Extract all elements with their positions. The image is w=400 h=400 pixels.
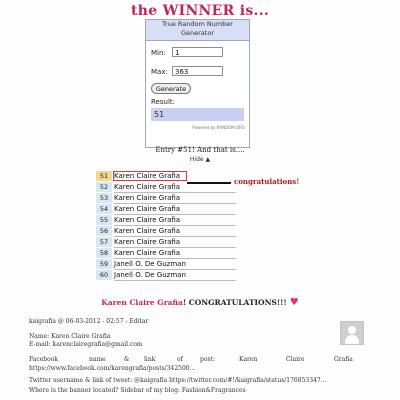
entry-number: 51 xyxy=(96,171,112,181)
entry-number: 59 xyxy=(96,259,112,269)
winner-highlight-box xyxy=(113,171,187,181)
facebook-line-word: Facebook xyxy=(29,356,58,363)
avatar xyxy=(340,321,364,345)
hide-toggle[interactable]: Hide ▲ xyxy=(189,156,211,163)
list-item xyxy=(96,259,236,270)
winner-title: the WINNER is... xyxy=(130,3,270,19)
facebook-line-word: post: xyxy=(200,356,215,363)
entry-name: Janell O. De Guzman xyxy=(114,271,186,279)
pointer-line xyxy=(187,182,231,184)
entry-number: 56 xyxy=(96,226,112,236)
comment-header: kaigrafia @ 06-03-2012 - 02:57 - Editar xyxy=(29,318,149,325)
entry-name: Karen Claire Grafia xyxy=(114,227,181,235)
result-value: 51 xyxy=(151,108,244,121)
list-item xyxy=(96,215,236,226)
entry-name: Janell O. De Guzman xyxy=(114,260,186,268)
entry-name: Karen Claire Grafia xyxy=(114,238,181,246)
facebook-line-word: Karen xyxy=(239,356,258,363)
min-input[interactable]: 1 xyxy=(172,47,223,57)
widget-title: True Random Number Generator xyxy=(146,20,249,41)
entry-announcement: Entry #51! And that is.... xyxy=(155,146,245,154)
facebook-line-word: & xyxy=(124,356,130,363)
entry-name: Karen Claire Grafia xyxy=(114,205,181,213)
facebook-line-word: link xyxy=(144,356,156,363)
entry-name: Karen Claire Grafia xyxy=(114,216,181,224)
avatar-head-icon xyxy=(348,326,356,334)
entry-number: 57 xyxy=(96,237,112,247)
comment-email-line: E-mail: karenclairegrafia@gmail.com xyxy=(29,341,143,348)
list-item xyxy=(96,193,236,204)
comment-twitter-line: Twitter username & link of tweet: @kaigrafia https://twitter.com/#!/kaigrafia/status/176853347... xyxy=(29,377,327,384)
entry-number: 52 xyxy=(96,182,112,192)
result-label: Result: xyxy=(151,98,175,106)
list-item xyxy=(96,226,236,237)
comment-facebook-line xyxy=(29,356,369,364)
list-item xyxy=(96,248,236,259)
facebook-line-word: of xyxy=(177,356,183,363)
congratulations-line xyxy=(0,297,400,308)
winner-name: Karen Claire Grafia xyxy=(101,298,183,307)
entry-number: 55 xyxy=(96,215,112,225)
facebook-line-word: Grafia xyxy=(334,356,353,363)
min-label: Min: xyxy=(151,49,166,57)
entry-name: Karen Claire Grafia xyxy=(114,249,181,257)
congratulations-note: congratulations! xyxy=(234,177,300,186)
entry-name: Karen Claire Grafia xyxy=(114,194,181,202)
entry-number: 58 xyxy=(96,248,112,258)
entry-number: 54 xyxy=(96,204,112,214)
max-label: Max: xyxy=(151,68,168,76)
comment-name-line: Name: Karen Claire Grafia xyxy=(29,333,111,340)
list-item xyxy=(96,171,236,182)
entry-name: Karen Claire Grafia xyxy=(114,172,181,180)
comment-facebook-link[interactable]: https://www.facebook.com/karengrafia/posts/342500... xyxy=(29,365,196,372)
entry-number: 53 xyxy=(96,193,112,203)
powered-by-text[interactable]: Powered by RANDOM.ORG xyxy=(192,125,245,130)
row-divider xyxy=(114,280,236,281)
entry-name: Karen Claire Grafia xyxy=(114,183,181,191)
list-item xyxy=(96,270,236,281)
comment-banner-line: Where is the banner located? Sidebar of my blog: Fashion&Fragrances xyxy=(29,387,246,394)
facebook-line-word: name xyxy=(89,356,106,363)
entry-number: 60 xyxy=(96,270,112,280)
congratulations-text: ! CONGRATULATIONS!!! xyxy=(182,298,287,307)
avatar-body-icon xyxy=(345,335,359,344)
random-number-widget xyxy=(145,19,250,148)
list-item xyxy=(96,204,236,215)
generate-button[interactable]: Generate xyxy=(151,83,191,94)
facebook-line-word: Claire xyxy=(286,356,305,363)
heart-icon: ♥ xyxy=(289,297,299,308)
max-input[interactable]: 363 xyxy=(172,66,223,76)
list-item xyxy=(96,237,236,248)
